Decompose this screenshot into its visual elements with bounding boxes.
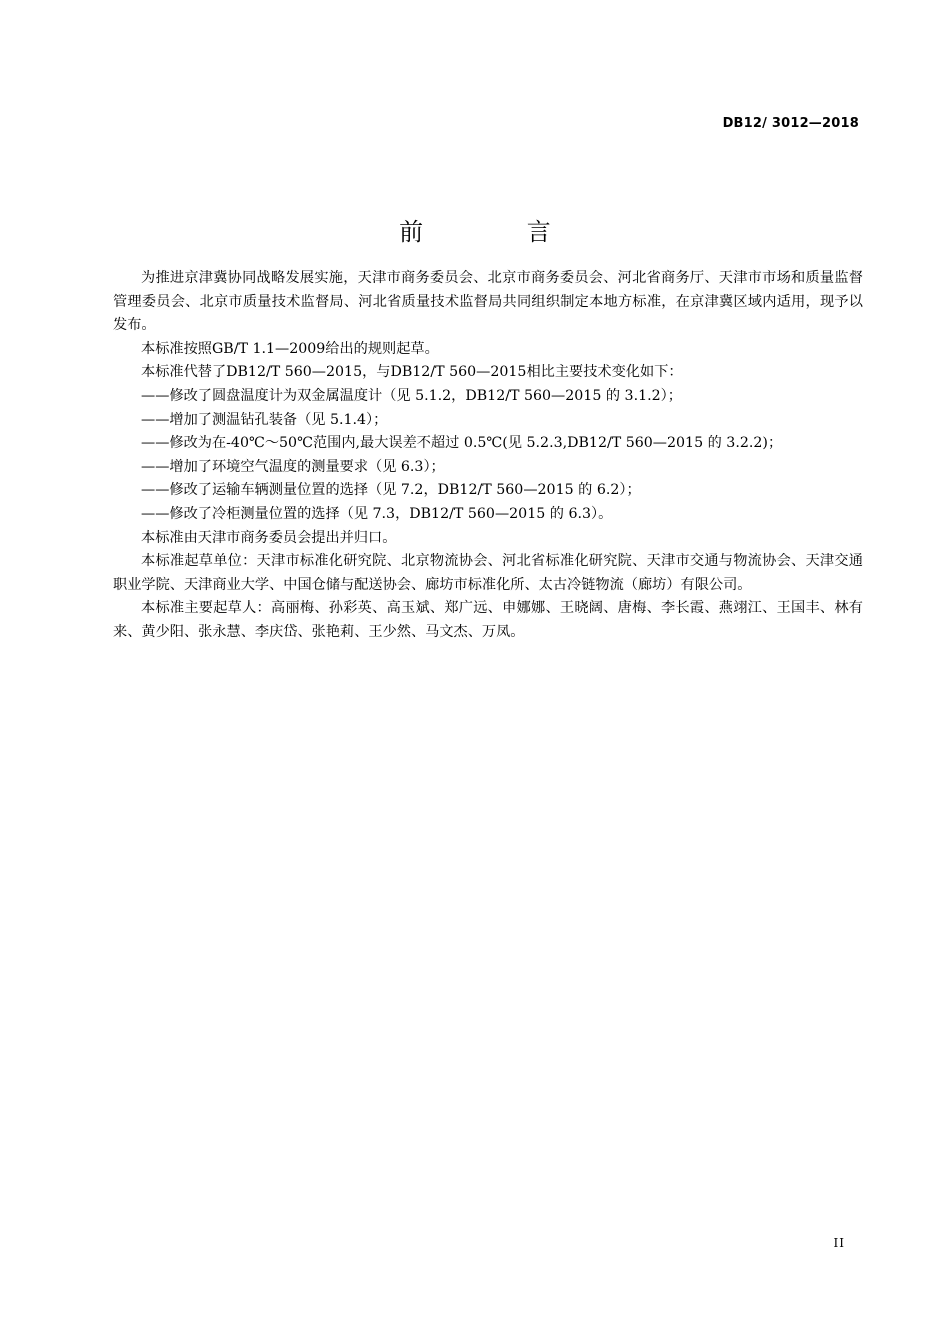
change-item: ——修改了冷柜测量位置的选择（见 7.3，DB12/T 560—2015 的 6.3）。 [141, 505, 613, 522]
document-body [113, 267, 863, 645]
change-item: ——增加了测温钻孔装备（见 5.1.4）； [141, 411, 388, 428]
page-number: II [833, 1236, 845, 1250]
page-title: 前 言 [399, 218, 599, 246]
standard-code: DB12/ 3012—2018 [722, 116, 859, 131]
drafting-units-paragraph: 本标准起草单位：天津市标准化研究院、北京物流协会、河北省标准化研究院、天津市交通与物流协会、天津交通职业学院、天津商业大学、中国仓储与配送协会、廊坊市标准化所、太古冷链物流（廊坊）有限公司。 [113, 553, 863, 593]
change-item: ——修改为在-40℃～50℃范围内,最大误差不超过 0.5℃(见 5.2.3,DB12/T 560—2015 的 3.2.2)； [141, 435, 783, 452]
intro-paragraph: 为推进京津冀协同战略发展实施，天津市商务委员会、北京市商务委员会、河北省商务厅、天津市市场和质量监督管理委员会、北京市质量技术监督局、河北省质量技术监督局共同组织制定本地方标准，在京津冀区域内适用，现予以发布。 [113, 270, 863, 334]
change-item: ——修改了圆盘温度计为双金属温度计（见 5.1.2，DB12/T 560—2015 的 3.1.2）； [141, 387, 682, 404]
change-item: ——修改了运输车辆测量位置的选择（见 7.2，DB12/T 560—2015 的 6.2）； [141, 482, 641, 499]
change-item: ——增加了环境空气温度的测量要求（见 6.3）； [141, 458, 445, 475]
drafting-rules-paragraph: 本标准按照GB/T 1.1—2009给出的规则起草。 [141, 340, 439, 357]
proposer-paragraph: 本标准由天津市商务委员会提出并归口。 [141, 529, 397, 546]
replacement-paragraph: 本标准代替了DB12/T 560—2015，与DB12/T 560—2015相比主要技术变化如下： [141, 364, 683, 381]
drafters-paragraph: 本标准主要起草人：高丽梅、孙彩英、高玉斌、郑广远、申娜娜、王晓阔、唐梅、李长霞、燕翊江、王国丰、林有来、黄少阳、张永慧、李庆岱、张艳莉、王少然、马文杰、万凤。 [113, 600, 863, 640]
